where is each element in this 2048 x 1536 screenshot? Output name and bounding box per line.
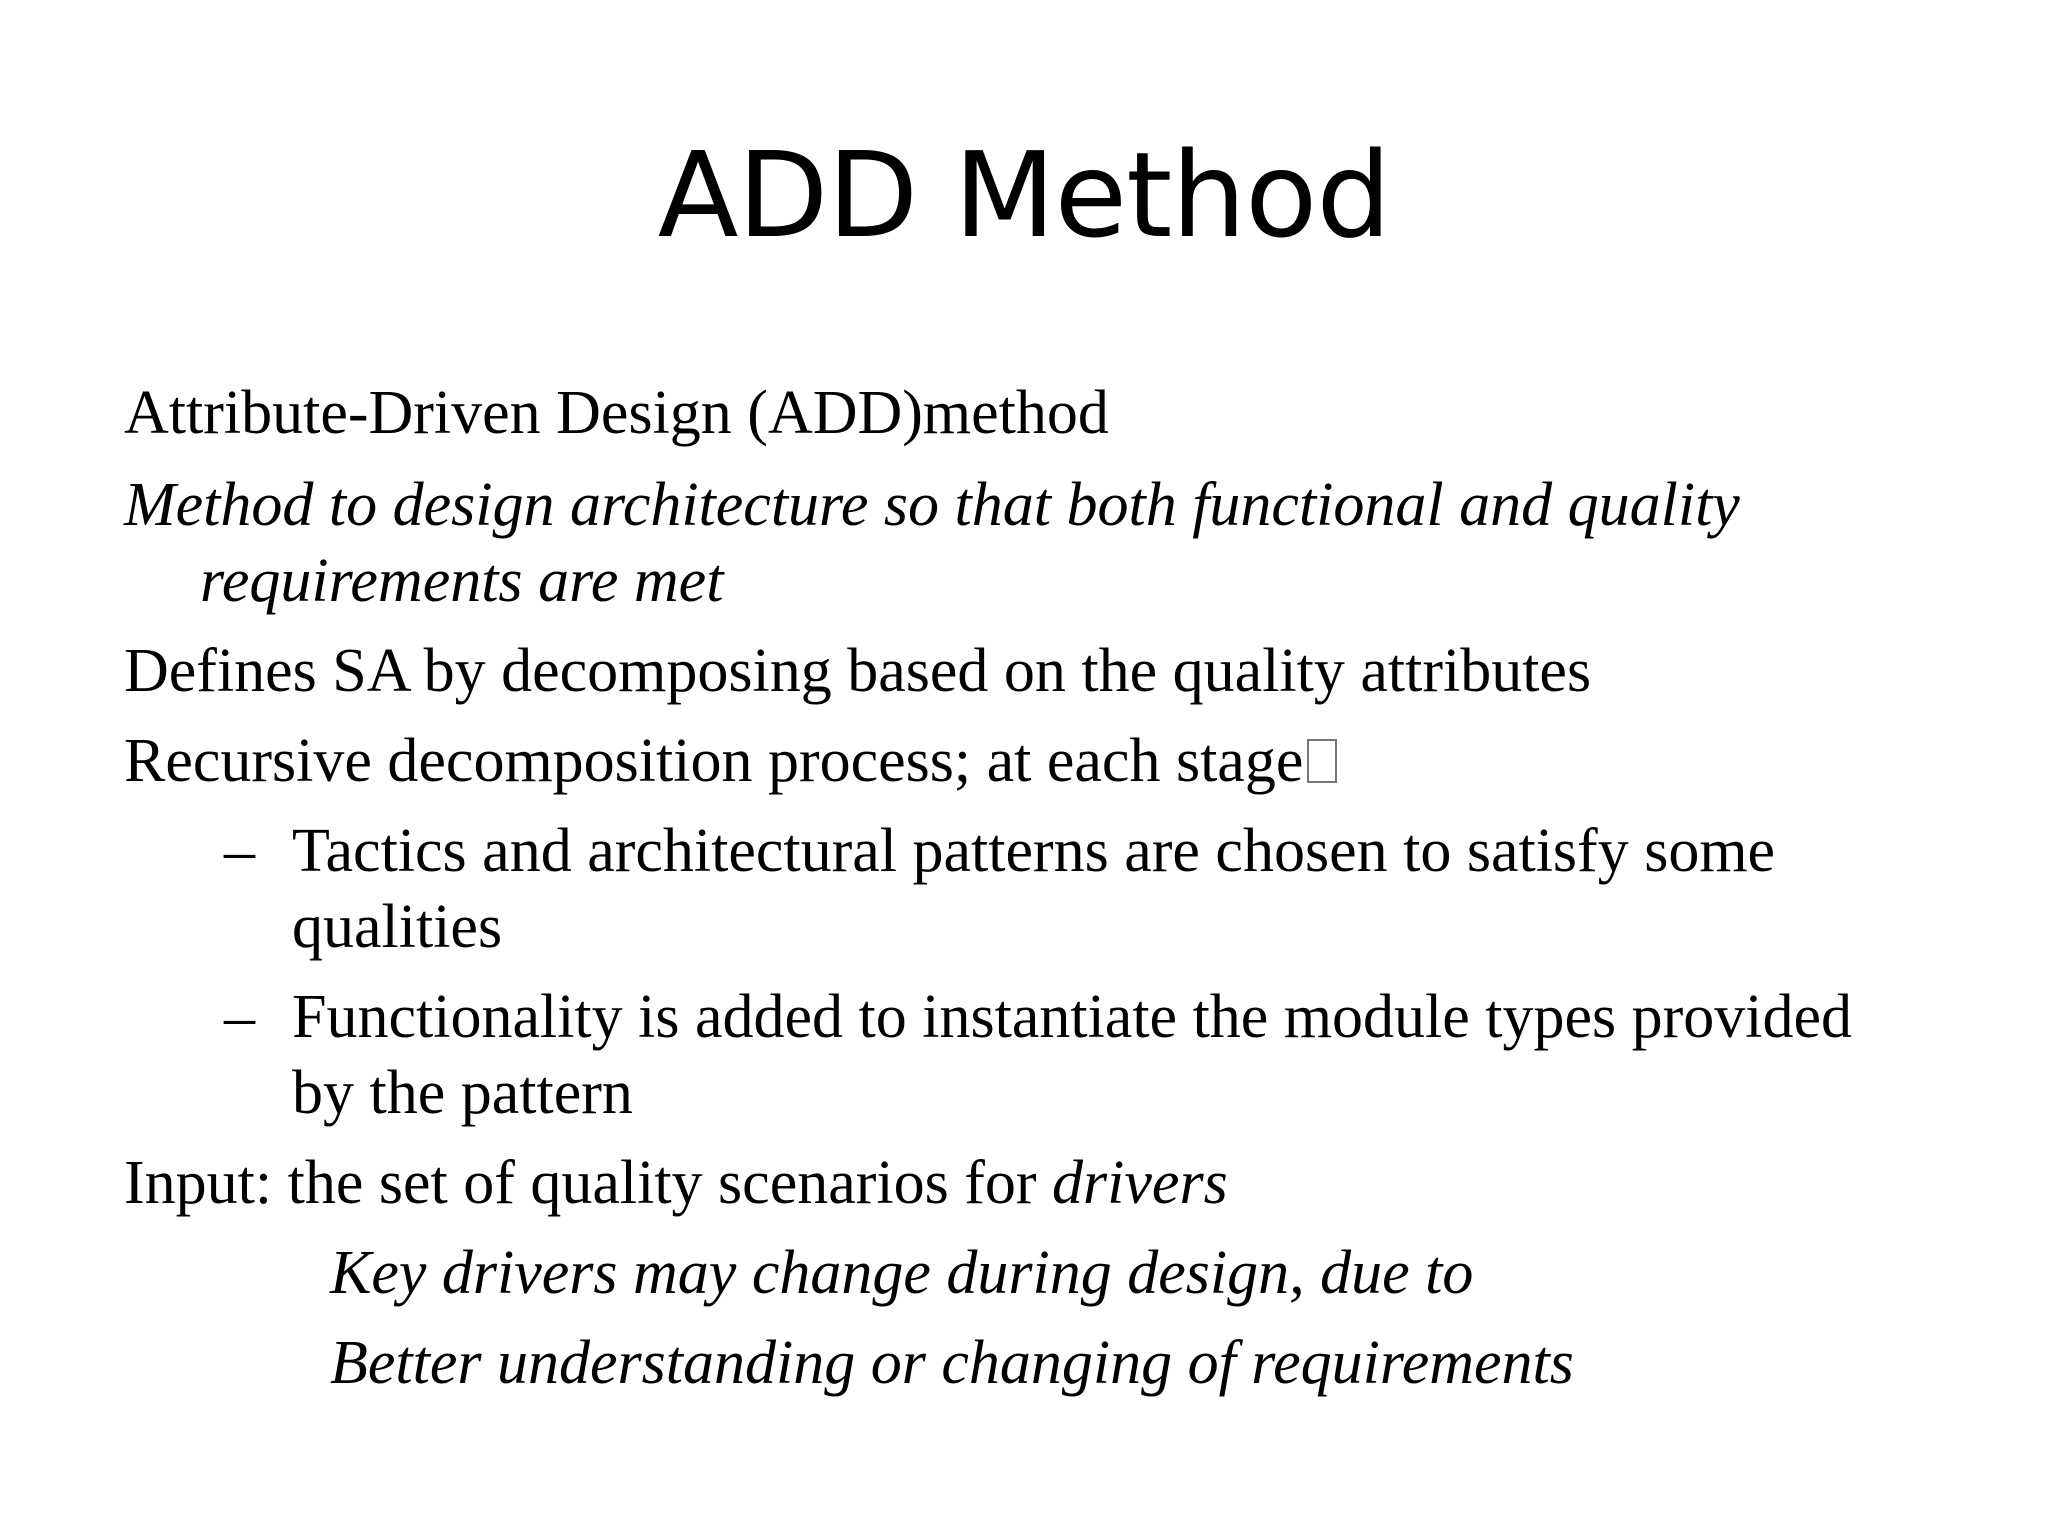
line-input [124,1145,1228,1221]
dash-bullet-icon: – [224,817,255,885]
sub-bullet-functionality [224,979,1852,1055]
line-defines-sa: Defines SA by decomposing based on the quality attributes [124,637,1592,705]
line-add-definition: Attribute-Driven Design (ADD)method [124,379,1109,447]
sub-bullet-functionality-continued: by the pattern [292,1059,633,1127]
line-method-purpose-continued: requirements are met [200,547,724,615]
sub-bullet-functionality-text: Functionality is added to instantiate the module types provided [292,983,1853,1051]
line-recursive-process-text: Recursive decomposition process; at each stage [124,727,1304,795]
sub-bullet-tactics-continued: qualities [292,893,503,961]
line-key-drivers: Key drivers may change during design, due to [330,1239,1474,1307]
sub-bullet-tactics [224,813,1775,889]
line-better-understanding: Better understanding or changing of requirements [330,1329,1574,1397]
line-input-prefix: Input: the set of quality scenarios for [124,1149,1053,1217]
dash-bullet-icon: – [224,983,255,1051]
sub-bullet-tactics-text: Tactics and architectural patterns are chosen to satisfy some [292,817,1776,885]
line-recursive-process [124,723,1337,799]
line-input-drivers: drivers [1052,1149,1228,1217]
line-method-purpose: Method to design architecture so that both functional and quality [124,471,1740,539]
missing-glyph-box-icon [1307,739,1337,783]
slide-title: ADD Method [657,126,1391,264]
